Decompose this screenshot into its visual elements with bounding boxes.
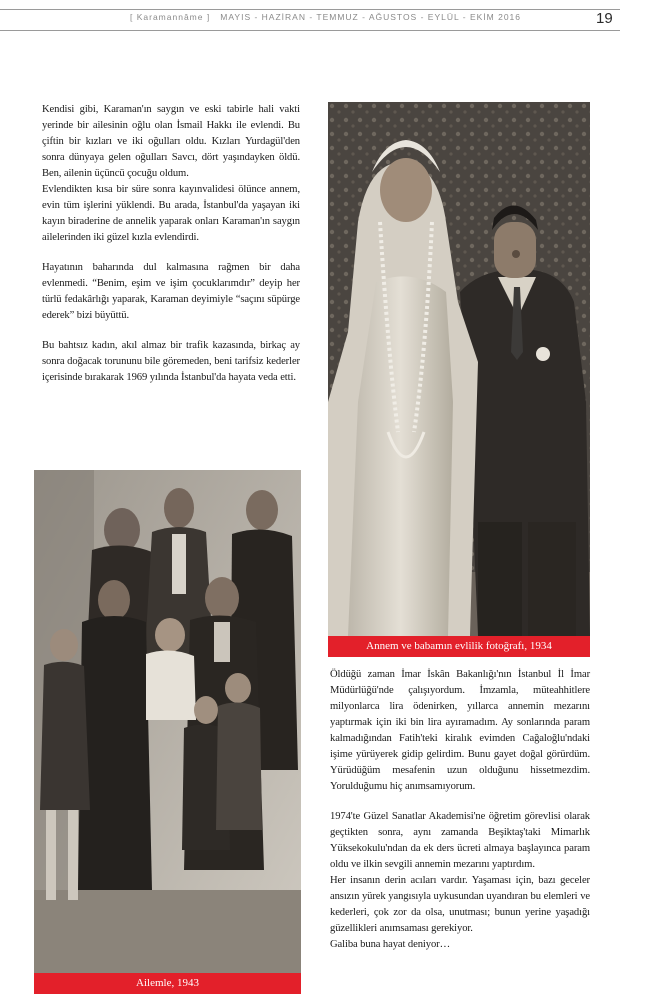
left-text-column [42,102,300,386]
header-rule-top [0,9,620,10]
wedding-photo [328,102,590,636]
paragraph: Öldüğü zaman İmar İskân Bakanlığı'nın İstanbul İl İmar Müdürlüğü'nde çalışıyordum. İmzamla, müteahhitlere milyonlarca lira ödenirken, yıllarca annemin mezarını yaptırmak için iki bin lira ayıramadım. Ay sonlarında param kalmadığından Fatih'teki kiralık evimden Cağaloğlu'ndaki işime yürüyerek gidip gelirdim. Bunu gayet doğal görürdüm. Yürüdüğüm mesafenin uzun olduğunu hissetmezdim. Yorulduğumu hiç anımsamıyorum. [330,669,590,792]
header-rule-bottom [0,30,620,31]
wedding-photo-caption: Annem ve babamın evlilik fotoğrafı, 1934 [328,636,590,657]
family-photo [34,470,301,973]
paragraph: Evlendikten kısa bir süre sonra kayınvalidesi ölünce annem, evin tüm işlerini yüklendi. Bu arada, İstanbul'da yaşayan iki kayın biraderine de annelik yaparak onları Karaman'ın saygın ailelerinden iki güzel kızla evlendirdi. [42,184,300,243]
paragraph: Hayatının baharında dul kalmasına rağmen bir daha evlenmedi. “Benim, eşim ve işim çocuklarımdır” deyip her türlü fedakârlığı yaparak, Karaman deyimiyle “saçını süpürge ederek” bizi büyüttü. [42,262,300,321]
right-text-column [330,667,590,953]
paragraph: Her insanın derin acıları vardır. Yaşaması için, bazı geceler ansızın yürek yangısıyla uykusundan uyandıran bu elemleri ve kederleri, çok zor da olsa, unutması; bunun yerine yaşadığı güzellikleri anımsaması gerekiyor. [330,875,590,934]
running-header [130,12,530,22]
paragraph: 1974'te Güzel Sanatlar Akademisi'ne öğretim görevlisi olarak geçtikten sonra, aynı zamanda Beşiktaş'taki Mimarlık Yüksekokulu'ndan da ek ders ücreti almaya başlayınca param oldu ve ilkin sevgili annemin mezarını yaptırdım. [330,811,590,870]
family-photo-caption: Ailemle, 1943 [34,973,301,994]
page-number: 19 [596,10,613,27]
issue-dates: MAYIS - HAZİRAN - TEMMUZ - AĞUSTOS - EYLÜL - EKİM 2016 [220,12,522,22]
paragraph: Bu bahtsız kadın, akıl almaz bir trafik kazasında, birkaç ay sonra doğacak torununu bile göremeden, beni tarifsiz kederler içerisinde bırakarak 1969 yılında İstanbul'da hayata veda etti. [42,340,300,383]
paragraph: Galiba buna hayat deniyor… [330,939,451,950]
paragraph: Kendisi gibi, Karaman'ın saygın ve eski tabirle hali vakti yerinde bir ailesinin oğlu olan İsmail Hakkı ile evlendi. Bu çiftin bir kızları ve iki oğulları oldu. Kızları Yurdagül'den sonra dünyaya gelen oğulları Savcı, dört yaşındayken öldü. Ben, ailenin üçüncü çocuğu oldum. [42,104,300,179]
magazine-name: [ Karamannâme ] [130,12,211,22]
